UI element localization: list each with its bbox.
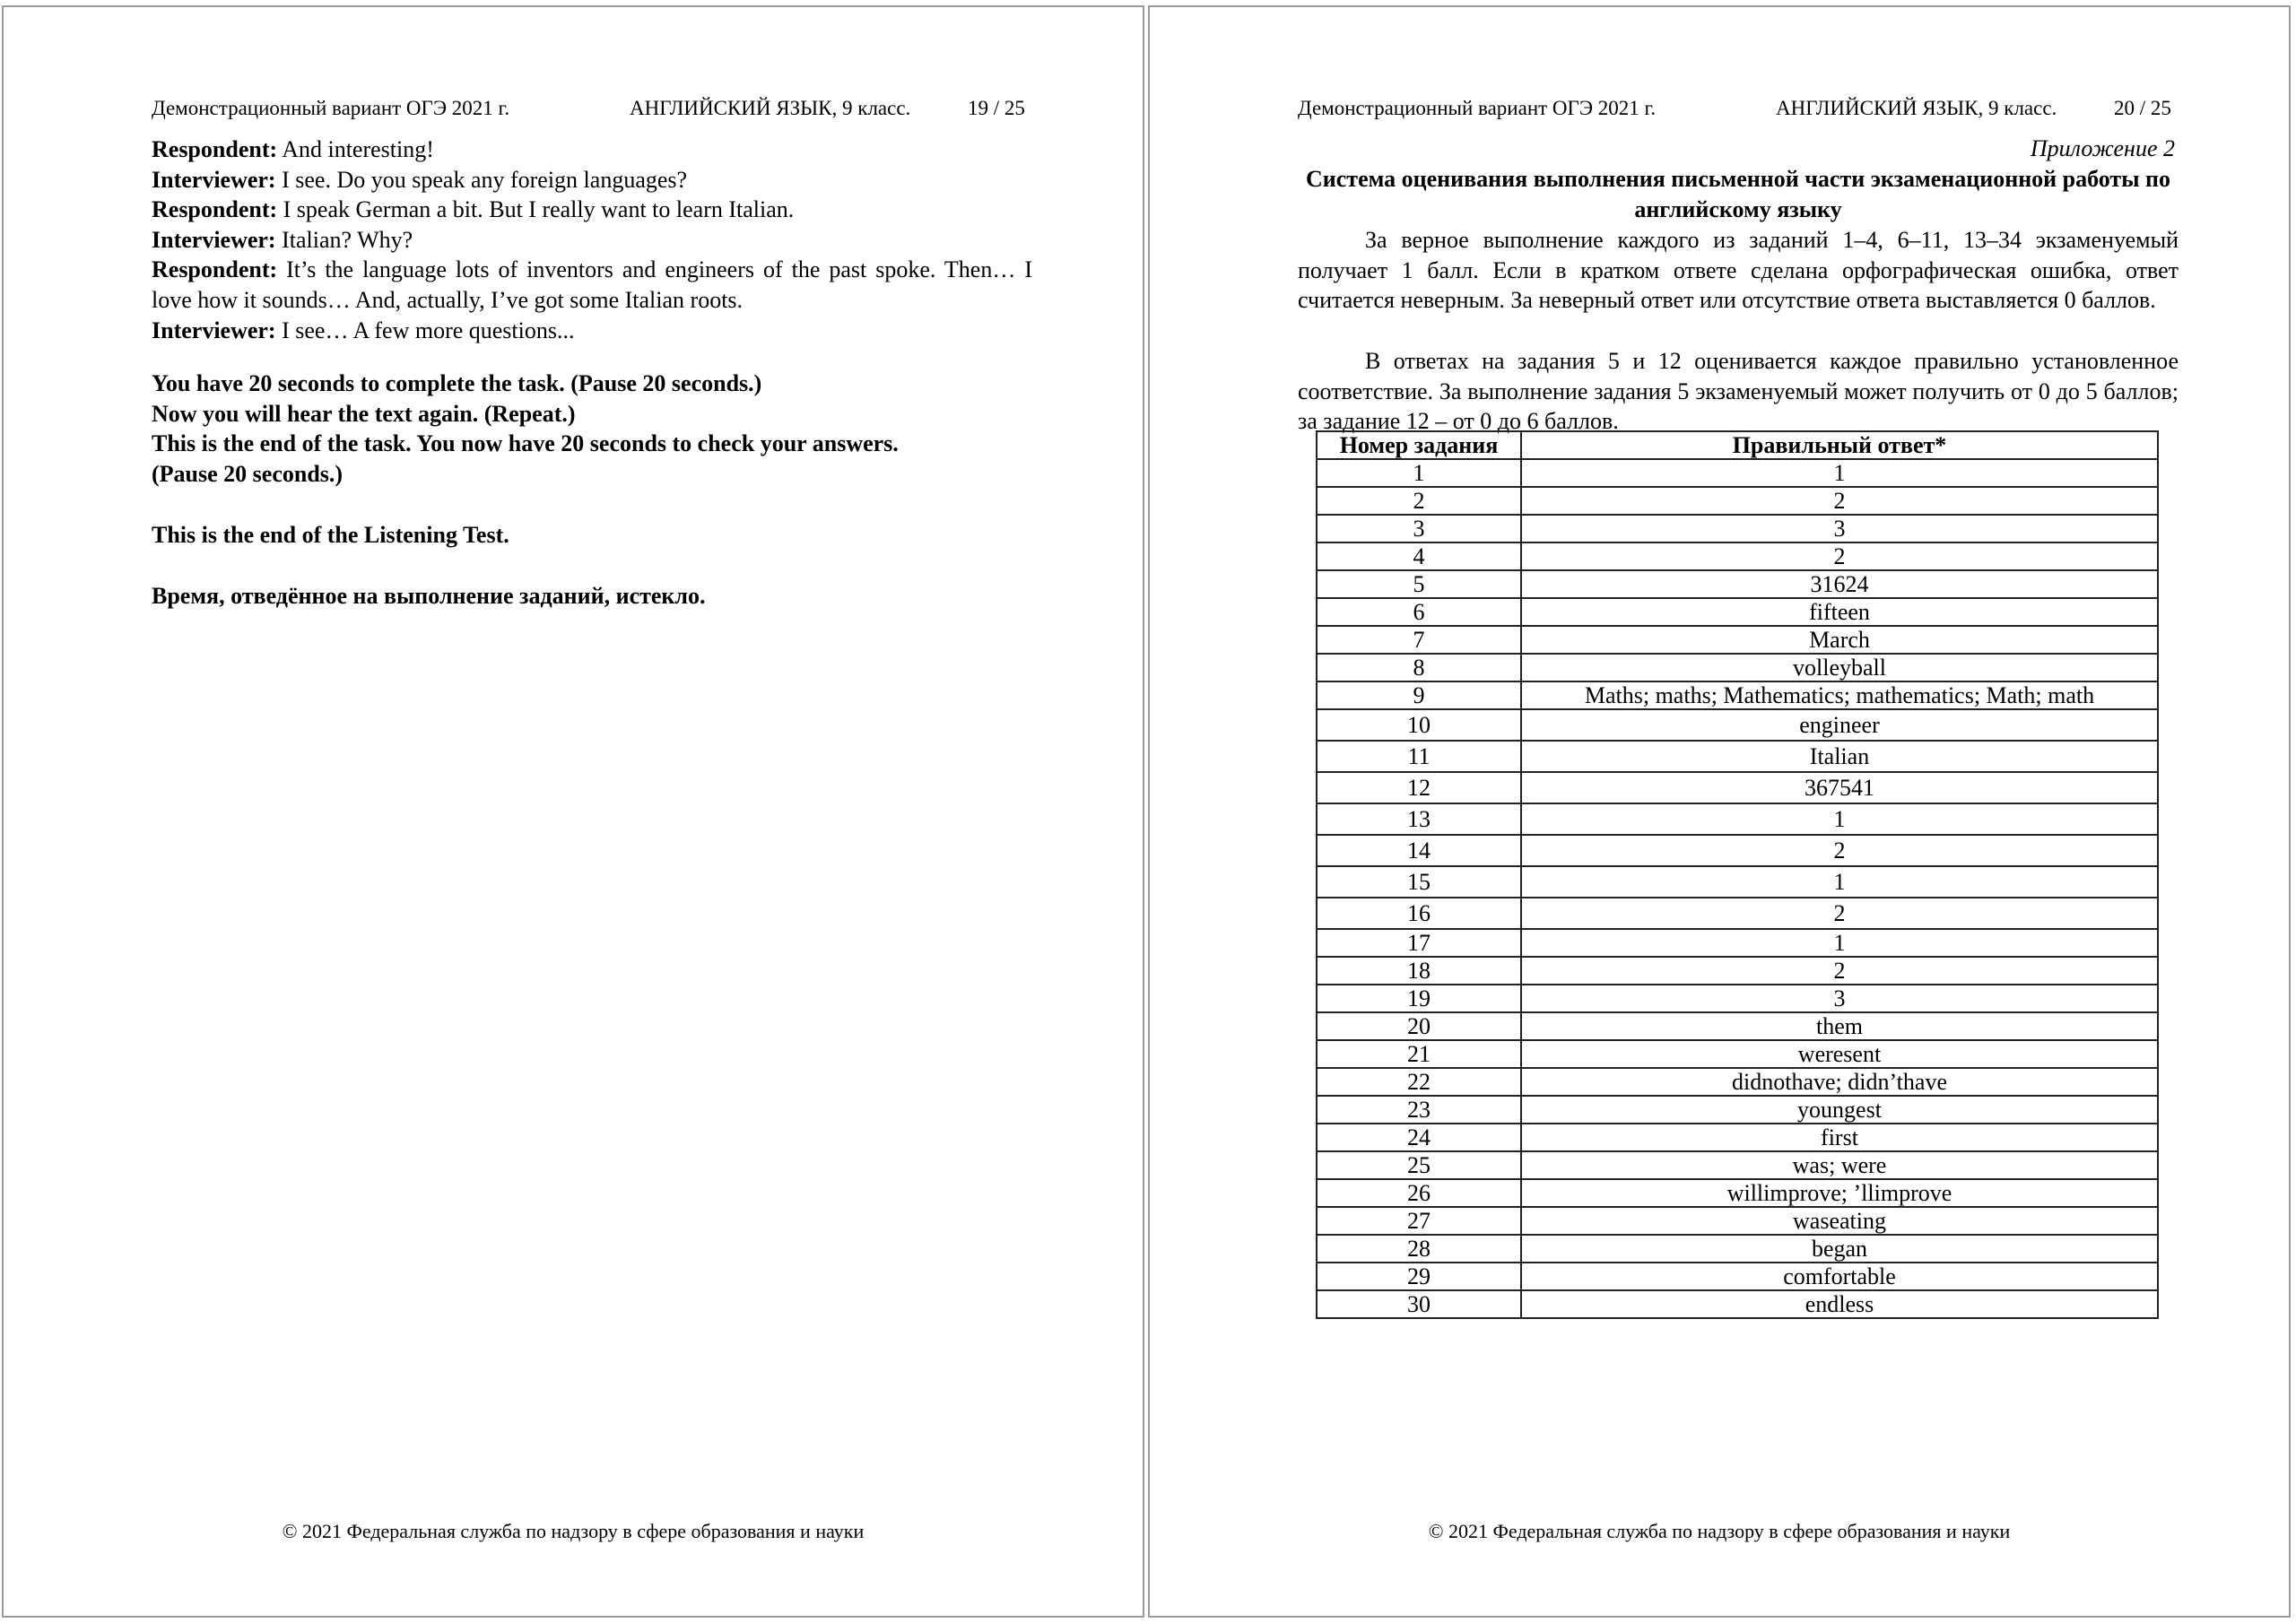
task-number-cell: 16 xyxy=(1317,898,1521,929)
header-page-number: 19 / 25 xyxy=(968,97,1025,119)
table-row xyxy=(1317,1207,2158,1235)
task-number-cell: 3 xyxy=(1317,515,1521,542)
end-of-listening-test: This is the end of the Listening Test. xyxy=(152,522,509,548)
answer-cell: 2 xyxy=(1521,487,2158,515)
table-row xyxy=(1317,866,2158,898)
task-number-cell: 24 xyxy=(1317,1124,1521,1151)
table-row xyxy=(1317,542,2158,570)
task-instructions xyxy=(152,369,1048,489)
task-number-cell: 15 xyxy=(1317,866,1521,898)
table-row xyxy=(1317,487,2158,515)
instruction-line: (Pause 20 seconds.) xyxy=(152,460,344,487)
answer-cell: didnothave; didn’thave xyxy=(1521,1068,2158,1096)
dialogue-transcript xyxy=(152,135,1032,345)
utterance: I see… A few more questions... xyxy=(275,317,575,343)
answer-key-table xyxy=(1316,430,2159,1319)
task-number-cell: 6 xyxy=(1317,598,1521,626)
utterance: It’s the language lots of inventors and engineers of the past spoke. Then… I love how it sounds… And, actually, I’ve got some Italian roots. xyxy=(152,256,1032,313)
appendix-label: Приложение 2 xyxy=(2030,135,2175,161)
answer-cell: endless xyxy=(1521,1290,2158,1318)
header-subject: АНГЛИЙСКИЙ ЯЗЫК, 9 класс. xyxy=(1776,97,2057,119)
task-number-cell: 7 xyxy=(1317,626,1521,654)
task-number-cell: 8 xyxy=(1317,654,1521,681)
speaker-label: Interviewer: xyxy=(152,317,276,343)
table-row xyxy=(1317,1012,2158,1040)
table-row xyxy=(1317,1263,2158,1290)
dialogue-line xyxy=(152,135,1032,165)
answer-cell: March xyxy=(1521,626,2158,654)
table-row xyxy=(1317,1096,2158,1124)
answer-cell: 2 xyxy=(1521,835,2158,866)
answer-cell: 1 xyxy=(1521,803,2158,835)
dialogue-line xyxy=(152,255,1032,315)
column-header-correct-answer: Правильный ответ* xyxy=(1521,431,2158,459)
table-row xyxy=(1317,681,2158,709)
section-title: Система оценивания выполнения письменной части экзаменационной работы по английскому языку xyxy=(1306,166,2170,222)
task-number-cell: 30 xyxy=(1317,1290,1521,1318)
task-number-cell: 26 xyxy=(1317,1179,1521,1207)
answer-cell: was; were xyxy=(1521,1151,2158,1179)
table-row xyxy=(1317,515,2158,542)
page-20 xyxy=(1148,5,2291,1618)
scoring-paragraph-1: За верное выполнение каждого из заданий 1–4, 6–11, 13–34 экзаменуемый получает 1 балл. Если в кратком ответе сделана орфографическая ошибка, ответ считается неверным. За неверный ответ или отсутствие ответа выставляется 0 баллов. xyxy=(1298,227,2179,314)
answer-cell: 2 xyxy=(1521,542,2158,570)
table-row xyxy=(1317,1290,2158,1318)
task-number-cell: 14 xyxy=(1317,835,1521,866)
task-number-cell: 23 xyxy=(1317,1096,1521,1124)
table-row xyxy=(1317,626,2158,654)
answer-cell: 1 xyxy=(1521,929,2158,957)
answer-cell: first xyxy=(1521,1124,2158,1151)
speaker-label: Respondent: xyxy=(152,136,278,162)
dialogue-line xyxy=(152,165,1032,195)
table-row xyxy=(1317,598,2158,626)
page-19 xyxy=(2,5,1144,1618)
table-row xyxy=(1317,1068,2158,1096)
task-number-cell: 21 xyxy=(1317,1040,1521,1068)
answer-cell: comfortable xyxy=(1521,1263,2158,1290)
speaker-label: Respondent: xyxy=(152,256,278,283)
answer-cell: willimprove; ’llimprove xyxy=(1521,1179,2158,1207)
table-row xyxy=(1317,654,2158,681)
instruction-line: This is the end of the task. You now have 20 seconds to check your answers. xyxy=(152,430,899,457)
answer-cell: 3 xyxy=(1521,515,2158,542)
answer-cell: 367541 xyxy=(1521,772,2158,803)
task-number-cell: 29 xyxy=(1317,1263,1521,1290)
answer-cell: began xyxy=(1521,1235,2158,1263)
speaker-label: Interviewer: xyxy=(152,226,276,253)
answer-cell: 1 xyxy=(1521,459,2158,487)
header-exam-name: Демонстрационный вариант ОГЭ 2021 г. xyxy=(1298,97,1657,119)
answer-cell: youngest xyxy=(1521,1096,2158,1124)
table-row xyxy=(1317,985,2158,1012)
task-number-cell: 19 xyxy=(1317,985,1521,1012)
dialogue-line xyxy=(152,316,1032,346)
speaker-label: Respondent: xyxy=(152,196,278,223)
answer-cell: Maths; maths; Mathematics; mathematics; Math; math xyxy=(1521,681,2158,709)
answer-cell: 31624 xyxy=(1521,570,2158,598)
table-row xyxy=(1317,1124,2158,1151)
time-over-notice: Время, отведённое на выполнение заданий, истекло. xyxy=(152,583,706,609)
table-row xyxy=(1317,1151,2158,1179)
answer-cell: 1 xyxy=(1521,866,2158,898)
header-subject: АНГЛИЙСКИЙ ЯЗЫК, 9 класс. xyxy=(630,97,911,119)
answer-cell: volleyball xyxy=(1521,654,2158,681)
answer-cell: 2 xyxy=(1521,898,2158,929)
task-number-cell: 5 xyxy=(1317,570,1521,598)
table-row xyxy=(1317,570,2158,598)
header-page-number: 20 / 25 xyxy=(2114,97,2171,119)
task-number-cell: 13 xyxy=(1317,803,1521,835)
task-number-cell: 22 xyxy=(1317,1068,1521,1096)
utterance: Italian? Why? xyxy=(275,226,413,253)
table-row xyxy=(1317,741,2158,772)
task-number-cell: 9 xyxy=(1317,681,1521,709)
answer-cell: waseating xyxy=(1521,1207,2158,1235)
task-number-cell: 17 xyxy=(1317,929,1521,957)
task-number-cell: 10 xyxy=(1317,709,1521,741)
table-row xyxy=(1317,709,2158,741)
instruction-line: Now you will hear the text again. (Repeat.) xyxy=(152,400,576,427)
table-row xyxy=(1317,929,2158,957)
utterance: I speak German a bit. But I really want to learn Italian. xyxy=(277,196,795,223)
task-number-cell: 28 xyxy=(1317,1235,1521,1263)
utterance: I see. Do you speak any foreign languages? xyxy=(275,166,688,193)
task-number-cell: 2 xyxy=(1317,487,1521,515)
table-row xyxy=(1317,957,2158,985)
table-row xyxy=(1317,1235,2158,1263)
header-exam-name: Демонстрационный вариант ОГЭ 2021 г. xyxy=(152,97,510,119)
task-number-cell: 1 xyxy=(1317,459,1521,487)
instruction-line: You have 20 seconds to complete the task. (Pause 20 seconds.) xyxy=(152,370,762,396)
answer-cell: Italian xyxy=(1521,741,2158,772)
task-number-cell: 11 xyxy=(1317,741,1521,772)
table-row xyxy=(1317,1179,2158,1207)
answer-cell: weresent xyxy=(1521,1040,2158,1068)
task-number-cell: 4 xyxy=(1317,542,1521,570)
answer-cell: 3 xyxy=(1521,985,2158,1012)
answer-cell: fifteen xyxy=(1521,598,2158,626)
dialogue-line xyxy=(152,195,1032,225)
task-number-cell: 20 xyxy=(1317,1012,1521,1040)
footer-copyright: © 2021 Федеральная служба по надзору в сфере образования и науки xyxy=(282,1520,865,1542)
column-header-task-number: Номер задания xyxy=(1317,431,1521,459)
table-row xyxy=(1317,772,2158,803)
task-number-cell: 25 xyxy=(1317,1151,1521,1179)
footer-copyright: © 2021 Федеральная служба по надзору в сфере образования и науки xyxy=(1428,1520,2011,1542)
answer-cell: them xyxy=(1521,1012,2158,1040)
table-row xyxy=(1317,1040,2158,1068)
answer-cell: 2 xyxy=(1521,957,2158,985)
speaker-label: Interviewer: xyxy=(152,166,276,193)
table-row xyxy=(1317,803,2158,835)
table-row xyxy=(1317,898,2158,929)
table-row xyxy=(1317,459,2158,487)
answer-cell: engineer xyxy=(1521,709,2158,741)
utterance: And interesting! xyxy=(277,136,434,162)
dialogue-line xyxy=(152,225,1032,256)
task-number-cell: 12 xyxy=(1317,772,1521,803)
scoring-paragraph-2: В ответах на задания 5 и 12 оценивается каждое правильно установленное соответствие. За выполнение задания 5 экзаменуемый может получить от 0 до 5 баллов; за задание 12 – от 0 до 6 баллов. xyxy=(1298,348,2179,435)
task-number-cell: 27 xyxy=(1317,1207,1521,1235)
task-number-cell: 18 xyxy=(1317,957,1521,985)
table-row xyxy=(1317,835,2158,866)
